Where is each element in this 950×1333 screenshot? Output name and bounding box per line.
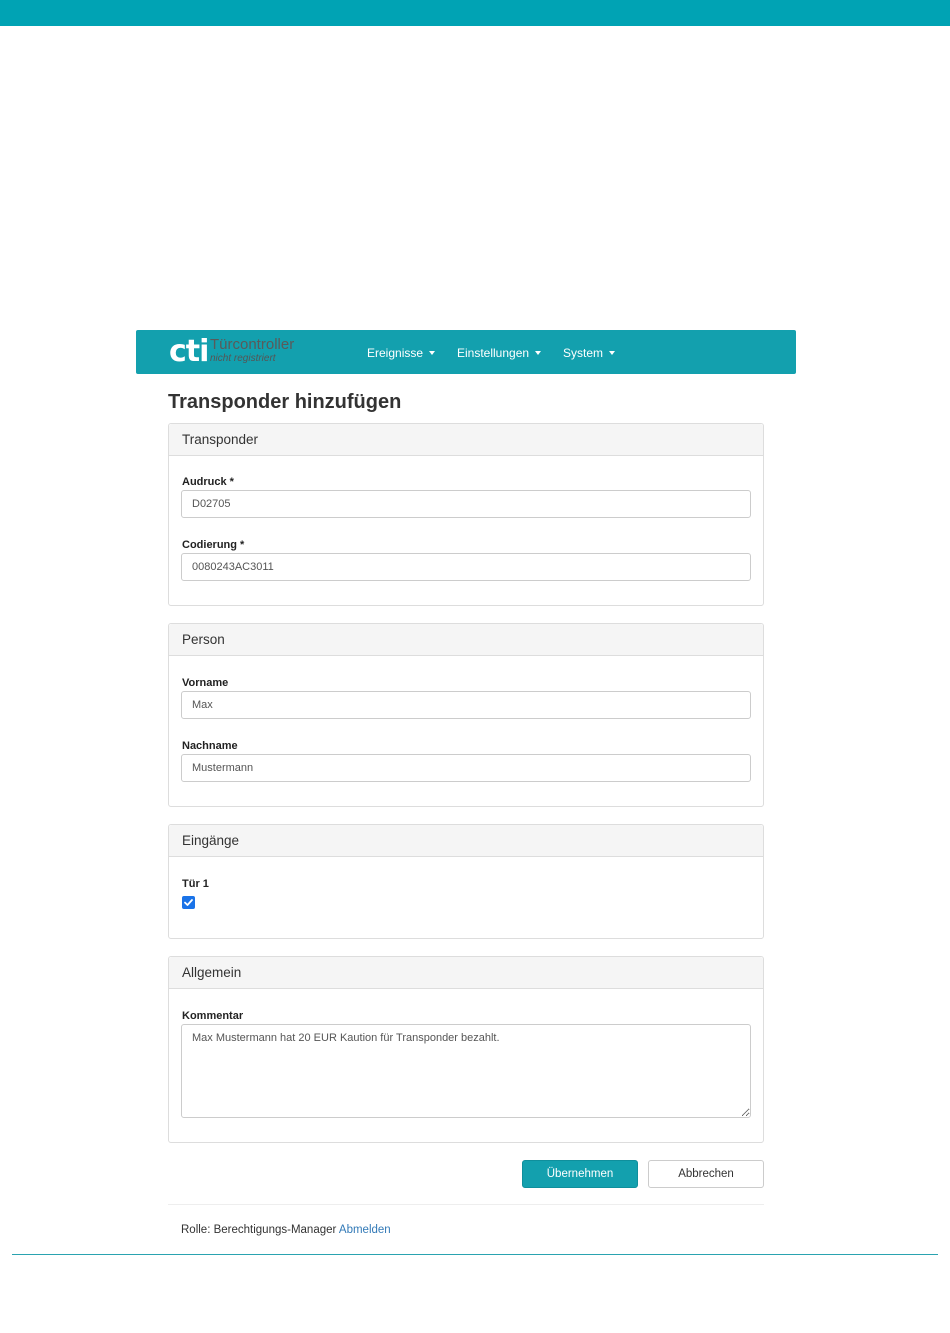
kommentar-label: Kommentar	[182, 1010, 244, 1022]
menu-ereignisse-label: Ereignisse	[367, 346, 424, 360]
audruck-label: Audruck *	[182, 476, 234, 488]
panel-heading-transponder: Transponder	[169, 424, 763, 456]
menu-system-label: System	[563, 346, 604, 360]
panel-eingaenge	[168, 824, 764, 939]
role-text: Rolle: Berechtigungs-Manager	[181, 1224, 337, 1236]
page-title: Transponder hinzufügen	[168, 391, 402, 413]
document-top-bar	[0, 0, 950, 26]
submit-button[interactable]: Übernehmen	[522, 1160, 638, 1188]
menu-system[interactable]	[563, 345, 615, 361]
kommentar-textarea[interactable]	[181, 1024, 751, 1118]
tuer1-checkbox[interactable]	[182, 896, 195, 909]
audruck-input[interactable]	[181, 490, 751, 518]
panel-heading-eingaenge: Eingänge	[169, 825, 763, 857]
logout-link[interactable]: Abmelden	[338, 1224, 391, 1236]
panel-transponder	[168, 423, 764, 606]
cti-logo[interactable]: cti	[169, 334, 209, 369]
panel-person	[168, 623, 764, 807]
nachname-label: Nachname	[182, 740, 238, 752]
cancel-button[interactable]: Abbrechen	[648, 1160, 764, 1188]
panel-allgemein	[168, 956, 764, 1143]
chevron-down-icon	[429, 351, 435, 355]
document-bottom-line	[12, 1254, 938, 1255]
codierung-label: Codierung *	[182, 539, 245, 551]
menu-ereignisse[interactable]	[367, 345, 435, 361]
footer-divider	[168, 1204, 764, 1205]
vorname-input[interactable]	[181, 691, 751, 719]
tuer1-label: Tür 1	[182, 878, 209, 890]
footer	[181, 1223, 391, 1237]
vorname-label: Vorname	[182, 677, 229, 689]
chevron-down-icon	[535, 351, 541, 355]
navbar	[136, 330, 796, 374]
codierung-input[interactable]	[181, 553, 751, 581]
panel-heading-person: Person	[169, 624, 763, 656]
brand-title: Türcontroller	[210, 336, 295, 353]
brand-subtitle: nicht registriert	[210, 353, 276, 364]
panel-heading-allgemein: Allgemein	[169, 957, 763, 989]
nachname-input[interactable]	[181, 754, 751, 782]
menu-einstellungen-label: Einstellungen	[457, 346, 530, 360]
chevron-down-icon	[609, 351, 615, 355]
menu-einstellungen[interactable]	[457, 345, 541, 361]
checkmark-icon	[183, 897, 194, 908]
